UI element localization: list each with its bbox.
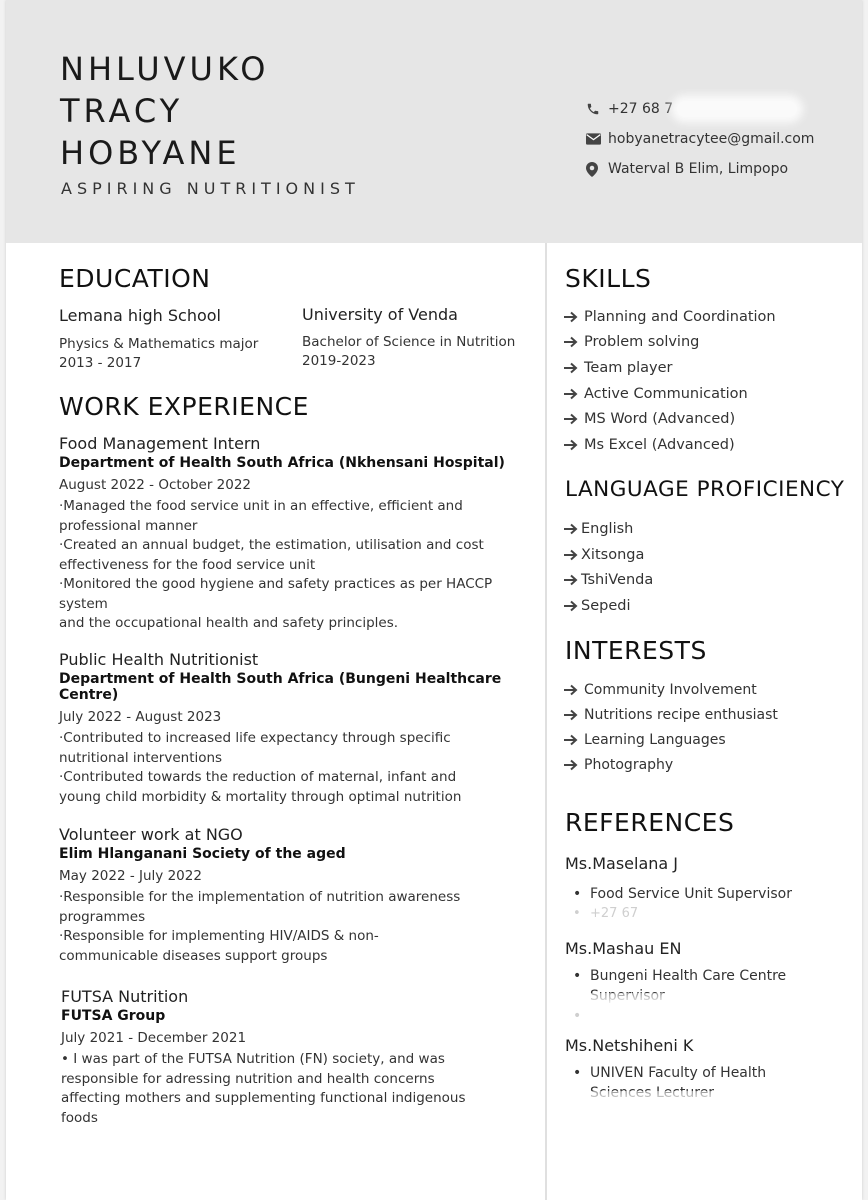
job-subtitle: ASPIRING NUTRITIONIST xyxy=(61,179,360,198)
interests-heading: INTERESTS xyxy=(565,636,707,665)
skill-item xyxy=(563,304,776,330)
phone-text: +27 68 7 xyxy=(608,101,674,117)
job-line: ·Managed the food service unit in an effective, efficient and xyxy=(59,498,463,514)
reference-role-text: UNIVEN Faculty of Health xyxy=(590,1065,767,1081)
work-experience-heading: WORK EXPERIENCE xyxy=(59,392,309,421)
job-line: ·Contributed towards the reduction of maternal, infant and xyxy=(59,769,457,785)
university-years: 2019-2023 xyxy=(302,353,376,369)
language-item xyxy=(563,568,653,594)
job-line: professional manner xyxy=(59,517,198,534)
school-name: Lemana high School xyxy=(59,306,221,325)
resume-header xyxy=(6,0,862,243)
references-heading: REFERENCES xyxy=(565,808,735,837)
contact-email xyxy=(586,124,814,154)
interest-item xyxy=(563,752,778,777)
skill-label: Active Communication xyxy=(584,385,748,402)
redaction-fade xyxy=(576,993,726,1005)
redaction-fade xyxy=(576,1091,726,1105)
arrow-right-icon xyxy=(563,413,584,425)
name-line-last: HOBYANE xyxy=(60,134,241,172)
university-degree: Bachelor of Science in Nutrition xyxy=(302,334,516,350)
reference-name: Ms.Netshiheni K xyxy=(565,1036,694,1055)
job-description xyxy=(61,1050,531,1128)
language-item xyxy=(563,542,653,568)
arrow-right-icon xyxy=(563,734,584,746)
job-organisation: Department of Health South Africa (Bungeni Healthcare Centre) xyxy=(59,671,502,703)
university-name: University of Venda xyxy=(302,305,458,324)
skills-list xyxy=(563,304,776,458)
language-label: TshiVenda xyxy=(581,572,654,589)
column-divider xyxy=(545,243,547,1200)
language-label: English xyxy=(581,520,634,537)
job-line: and the occupational health and safety principles. xyxy=(59,615,399,631)
education-heading: EDUCATION xyxy=(59,264,211,293)
language-heading: LANGUAGE PROFICIENCY xyxy=(565,477,845,502)
job-line: foods xyxy=(61,1109,98,1126)
reference-phone-faded: • xyxy=(573,1008,582,1024)
job-title: Public Health Nutritionist xyxy=(59,650,259,669)
reference-phone-faded: • +27 67 xyxy=(573,906,639,921)
interest-label: Community Involvement xyxy=(584,682,757,699)
phone-icon xyxy=(586,102,608,116)
contact-phone xyxy=(586,94,814,124)
email-text: hobyanetracytee@gmail.com xyxy=(608,131,815,147)
job-title: FUTSA Nutrition xyxy=(61,987,189,1006)
arrow-right-icon xyxy=(563,684,584,696)
language-label: Sepedi xyxy=(581,598,631,615)
interest-label: Nutritions recipe enthusiast xyxy=(584,707,778,724)
skill-label: Planning and Coordination xyxy=(584,308,776,325)
job-line: affecting mothers and supplementing functional indigenous xyxy=(61,1090,466,1106)
job-line: ·Responsible for implementing HIV/AIDS & non- xyxy=(59,928,379,944)
full-name xyxy=(60,48,269,174)
arrow-right-icon xyxy=(563,574,581,586)
language-label: Xitsonga xyxy=(581,546,645,563)
redacted-phone-mask xyxy=(677,101,797,117)
job-description xyxy=(59,888,529,966)
skill-item xyxy=(563,330,776,356)
reference-role: • UNIVEN Faculty of Health xyxy=(573,1065,767,1081)
skill-item xyxy=(563,432,776,458)
arrow-right-icon xyxy=(563,709,584,721)
skill-item xyxy=(563,381,776,407)
name-line-middle: TRACY xyxy=(60,92,184,130)
resume-page xyxy=(6,0,862,1200)
job-line: young child morbidity & mortality through optimal nutrition xyxy=(59,788,462,805)
interest-item xyxy=(563,728,778,753)
job-line: • I was part of the FUTSA Nutrition (FN) society, and was xyxy=(61,1051,445,1067)
interest-item xyxy=(563,678,778,703)
job-title: Food Management Intern xyxy=(59,434,261,453)
reference-role-text: Food Service Unit Supervisor xyxy=(590,886,792,902)
interest-label: Learning Languages xyxy=(584,731,726,748)
arrow-right-icon xyxy=(563,549,581,561)
arrow-right-icon xyxy=(563,311,584,323)
school-details xyxy=(59,335,258,373)
language-list xyxy=(563,516,653,619)
job-line: ·Monitored the good hygiene and safety practices as per HACCP xyxy=(59,576,493,592)
contact-location xyxy=(586,154,814,184)
job-line: ·Responsible for the implementation of nutrition awareness xyxy=(59,889,461,905)
skill-item xyxy=(563,406,776,432)
arrow-right-icon xyxy=(563,523,581,535)
name-line-first: NHLUVUKO xyxy=(60,50,270,88)
job-dates: July 2022 - August 2023 xyxy=(59,709,222,725)
skill-label: Problem solving xyxy=(584,334,700,351)
interests-list xyxy=(563,678,778,777)
job-organisation: Elim Hlanganani Society of the aged xyxy=(59,846,346,862)
arrow-right-icon xyxy=(563,362,584,374)
skill-label: Ms Excel (Advanced) xyxy=(584,436,735,453)
job-entry xyxy=(61,986,531,1128)
school-major: Physics & Mathematics major xyxy=(59,336,259,352)
job-dates: May 2022 - July 2022 xyxy=(59,868,202,884)
job-description xyxy=(59,729,529,807)
job-organisation: FUTSA Group xyxy=(61,1008,166,1024)
job-line: effectiveness for the food service unit xyxy=(59,556,316,573)
job-entry xyxy=(59,433,529,634)
location-pin-icon xyxy=(586,162,608,177)
reference-detail xyxy=(573,884,792,924)
skill-label: Team player xyxy=(584,359,673,376)
job-line: communicable diseases support groups xyxy=(59,947,328,964)
job-line: programmes xyxy=(59,908,146,925)
skill-label: MS Word (Advanced) xyxy=(584,411,736,428)
interest-label: Photography xyxy=(584,756,674,773)
job-line: ·Contributed to increased life expectancy through specific xyxy=(59,730,451,746)
job-dates: July 2021 - December 2021 xyxy=(61,1030,247,1046)
arrow-right-icon xyxy=(563,439,584,451)
language-item xyxy=(563,516,653,542)
university-details xyxy=(302,333,515,371)
arrow-right-icon xyxy=(563,600,581,612)
job-line: nutritional interventions xyxy=(59,749,223,766)
arrow-right-icon xyxy=(563,759,584,771)
contact-block xyxy=(586,94,814,184)
language-item xyxy=(563,593,653,619)
job-line: responsible for adressing nutrition and health concerns xyxy=(61,1070,435,1087)
reference-phone-text: +27 67 xyxy=(590,906,639,921)
job-entry xyxy=(59,824,529,966)
job-entry xyxy=(59,649,529,807)
reference-name: Ms.Mashau EN xyxy=(565,939,682,958)
job-dates: August 2022 - October 2022 xyxy=(59,477,252,493)
reference-role-text: Bungeni Health Care Centre xyxy=(590,968,787,984)
job-description xyxy=(59,497,529,634)
envelope-icon xyxy=(586,133,608,145)
school-years: 2013 - 2017 xyxy=(59,355,142,371)
job-line: ·Created an annual budget, the estimation, utilisation and cost xyxy=(59,537,484,553)
arrow-right-icon xyxy=(563,388,584,400)
interest-item xyxy=(563,703,778,728)
reference-role: • Bungeni Health Care Centre xyxy=(573,968,787,984)
job-line: system xyxy=(59,595,108,612)
job-organisation: Department of Health South Africa (Nkhensani Hospital) xyxy=(59,455,505,471)
skill-item xyxy=(563,355,776,381)
job-title: Volunteer work at NGO xyxy=(59,825,243,844)
skills-heading: SKILLS xyxy=(565,264,652,293)
arrow-right-icon xyxy=(563,336,584,348)
reference-name: Ms.Maselana J xyxy=(565,854,679,873)
reference-role: • Food Service Unit Supervisor xyxy=(573,886,792,902)
location-text: Waterval B Elim, Limpopo xyxy=(608,161,789,177)
